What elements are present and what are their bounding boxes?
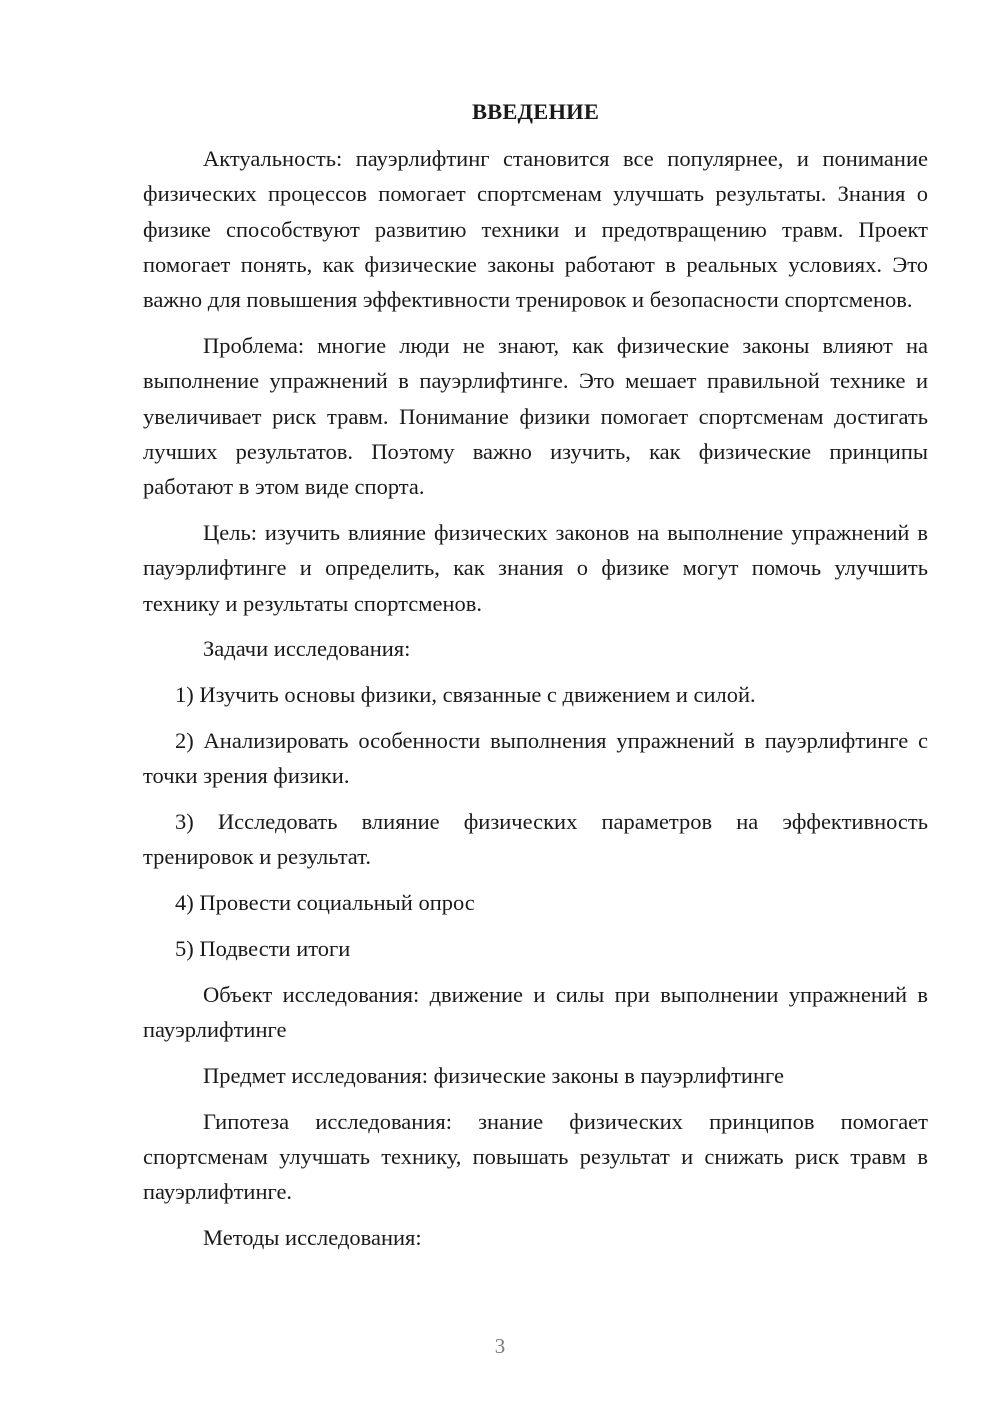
tasks-title: Задачи исследования:	[203, 636, 411, 662]
hypothesis-paragraph: Гипотеза исследования: знание физических принципов помогает спортсменам улучшать технику, повышать результат и снижать риск травм в пауэрлифтинге.	[143, 1108, 928, 1205]
goal-paragraph: Цель: изучить влияние физических законов на выполнение упражнений в пауэрлифтинге и определить, как знания о физике могут помочь улучшить технику и результаты спортсменов.	[143, 519, 928, 616]
section-heading: ВВЕДЕНИЕ	[471, 99, 600, 124]
task-item-2: 2) Анализировать особенности выполнения упражнений в пауэрлифтинге с точки зрения физики.	[143, 727, 928, 789]
task-item-5: 5) Подвести итоги	[175, 935, 351, 961]
subject-paragraph: Предмет исследования: физические законы в пауэрлифтинге	[203, 1062, 784, 1088]
problem-paragraph: Проблема: многие люди не знают, как физические законы влияют на выполнение упражнений в пауэрлифтинге. Это мешает правильной технике и увеличивает риск травм. Понимание физики помогает спортсменам достигать лучших результатов. Поэтому важно изучить, как физические принципы работают в этом виде спорта.	[143, 332, 928, 500]
methods-title: Методы исследования:	[203, 1225, 422, 1251]
relevance-paragraph: Актуальность: пауэрлифтинг становится все популярнее, и понимание физических процессов помогает спортсменам улучшать результаты. Знания о физике способствуют развитию техники и предотвращению травм. Проект помогает понять, как физические законы работают в реальных условиях. Это важно для повышения эффективности тренировок и безопасности спортсменов.	[143, 146, 928, 313]
task-item-3: 3) Исследовать влияние физических параметров на эффективность тренировок и результат.	[143, 809, 928, 870]
page-number: 3	[494, 1334, 506, 1358]
page-content	[143, 94, 928, 1266]
task-item-4: 4) Провести социальный опрос	[175, 890, 475, 916]
task-item-1: 1) Изучить основы физики, связанные с движением и силой.	[175, 682, 756, 708]
object-paragraph: Объект исследования: движение и силы при выполнении упражнений в пауэрлифтинге	[143, 981, 928, 1043]
